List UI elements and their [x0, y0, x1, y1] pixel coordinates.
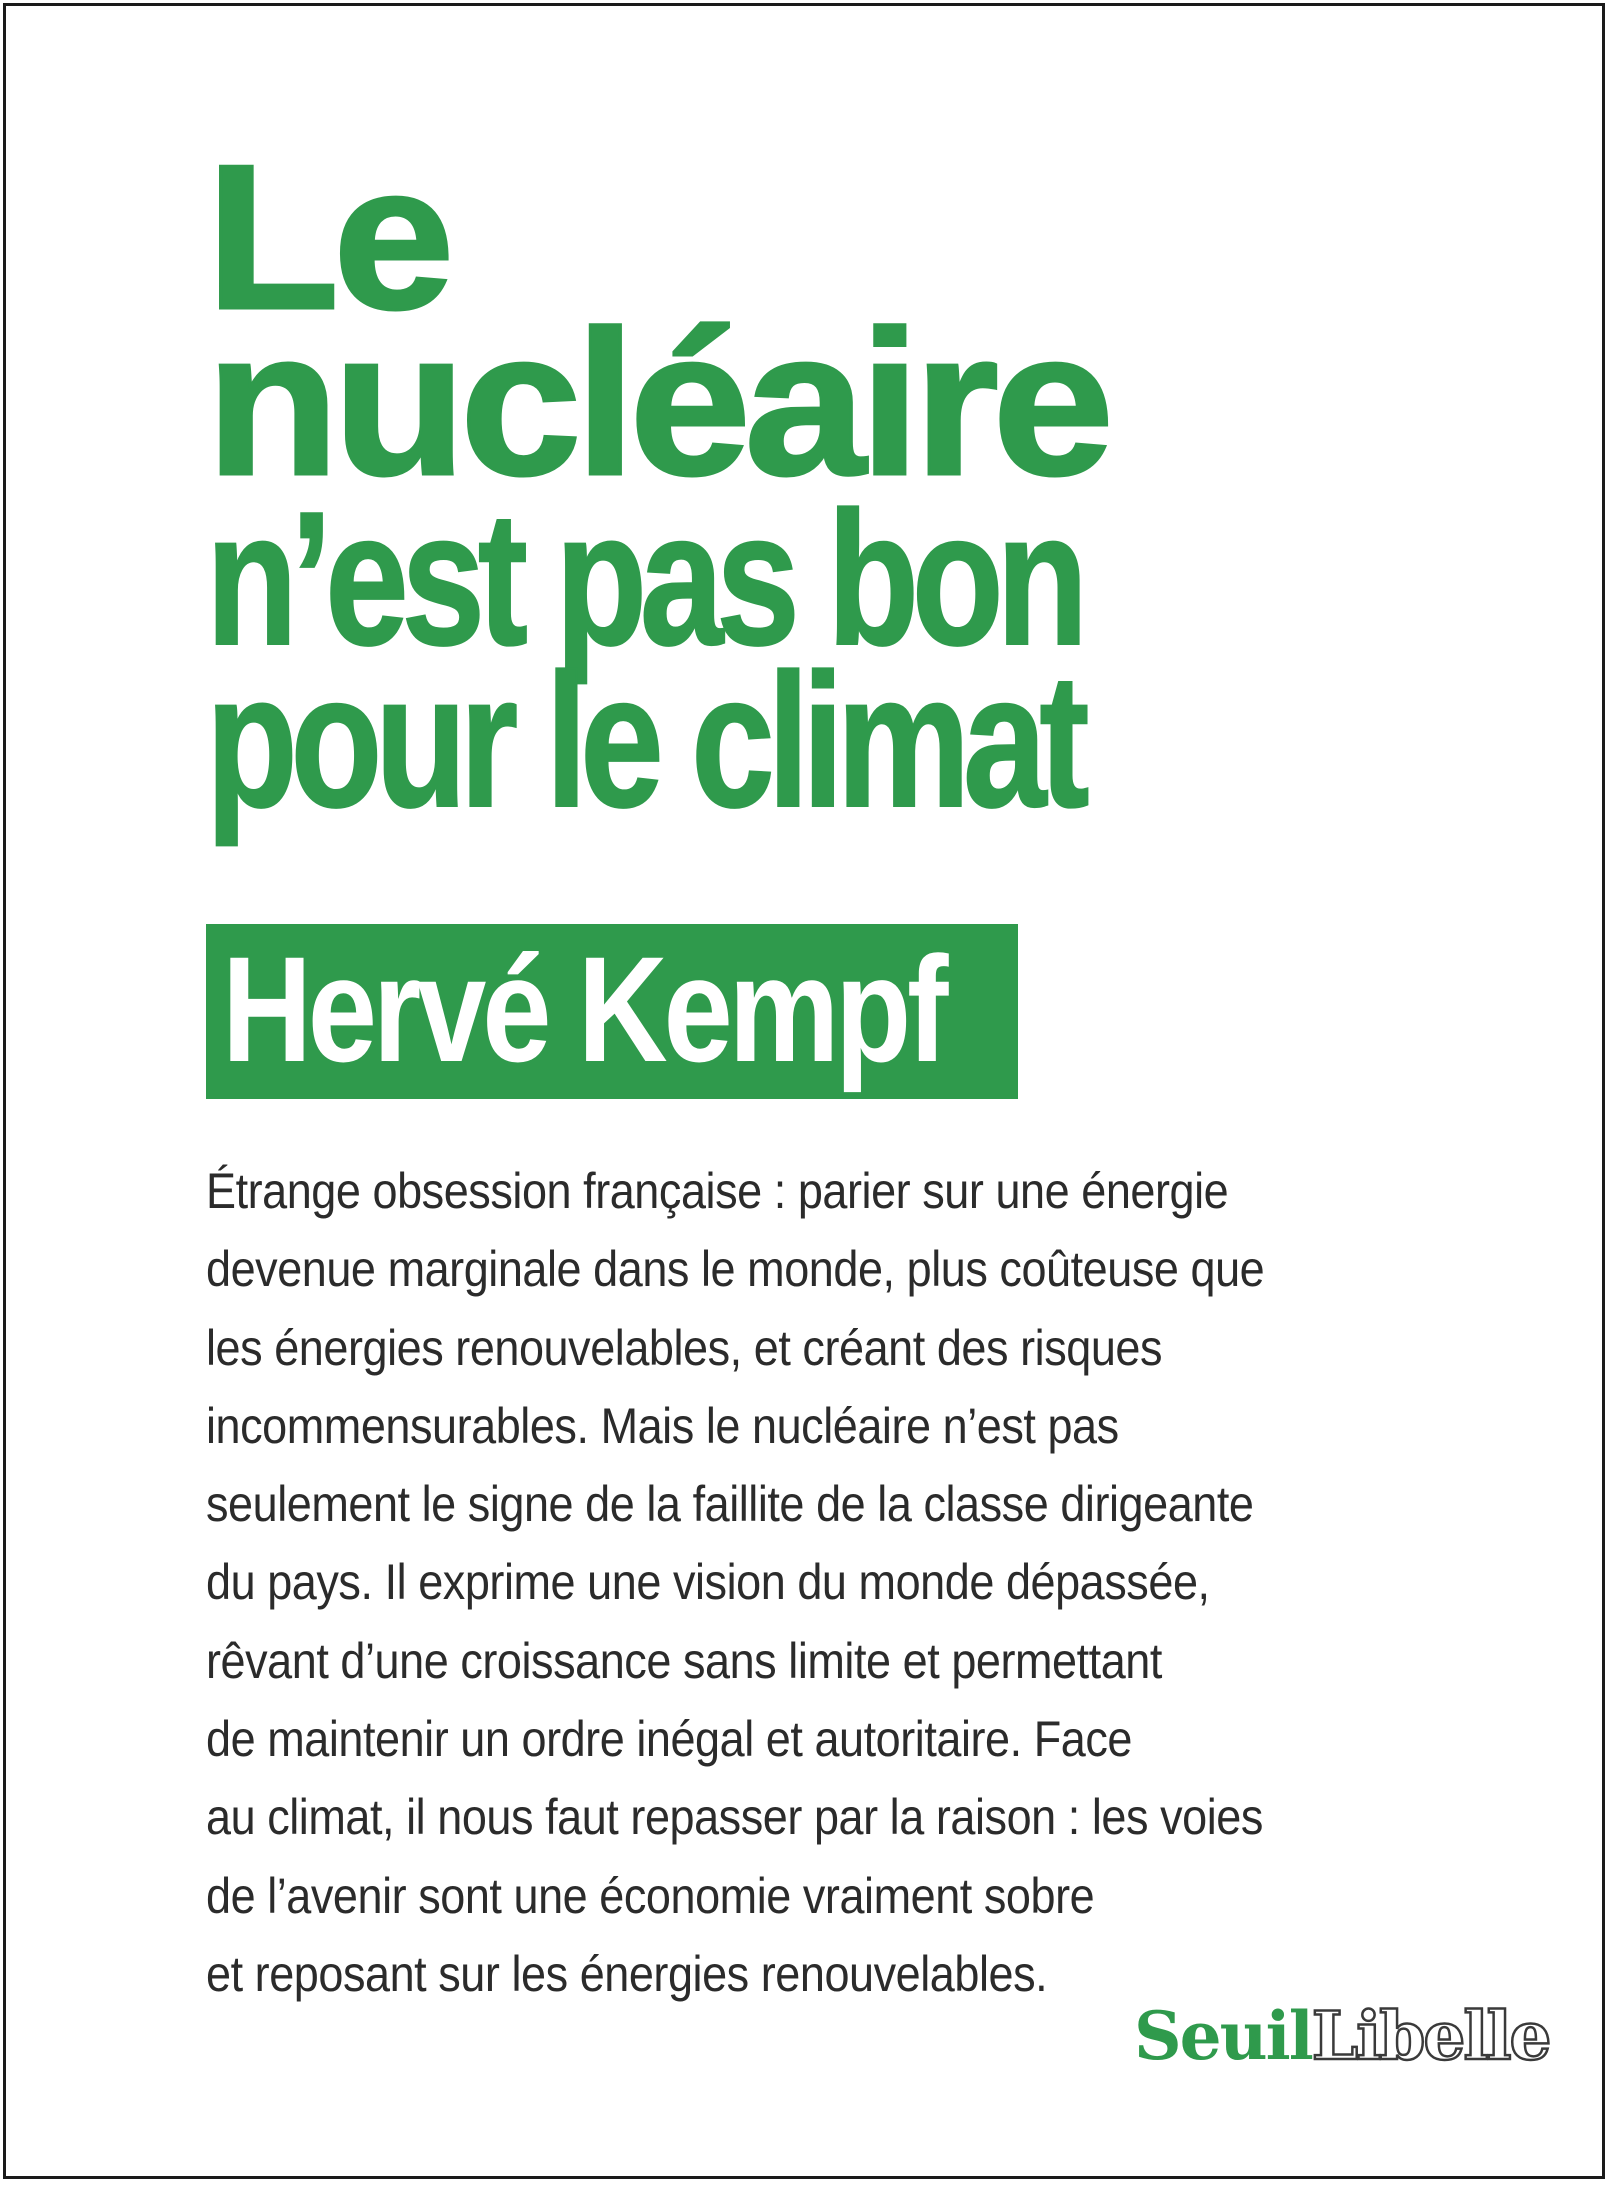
blurb-line: au climat, il nous faut repasser par la raison : les voies	[206, 1789, 1263, 1846]
publisher-logo-seuil: Seuil	[1134, 1997, 1312, 2075]
blurb-line: devenue marginale dans le monde, plus coûteuse que	[206, 1241, 1265, 1298]
blurb-line: de maintenir un ordre inégal et autoritaire. Face	[206, 1711, 1132, 1768]
blurb-line: les énergies renouvelables, et créant des risques	[206, 1319, 1163, 1376]
cover-frame	[3, 3, 1605, 2179]
title-line-2: nucléaire	[206, 288, 1108, 518]
blurb-line: rêvant d’une croissance sans limite et permettant	[206, 1632, 1162, 1689]
blurb-line: Étrange obsession française : parier sur une énergie	[206, 1163, 1229, 1219]
publisher-logo-libelle: Libelle	[1311, 1997, 1550, 2075]
publisher-logo	[1134, 1996, 1550, 2076]
blurb-text	[206, 1152, 1506, 2013]
blurb-line: et reposant sur les énergies renouvelables.	[206, 1945, 1048, 2002]
author-banner	[206, 924, 1018, 1099]
title-line-3: n’est pas bon	[206, 473, 1082, 685]
author-name: Hervé Kempf	[222, 925, 945, 1093]
blurb-line: du pays. Il exprime une vision du monde dépassée,	[206, 1554, 1210, 1611]
blurb-line: incommensurables. Mais le nucléaire n’est pas	[206, 1397, 1119, 1454]
title-line-1: Le	[206, 122, 449, 352]
blurb-line: de l’avenir sont une économie vraiment sobre	[206, 1867, 1095, 1924]
book-title	[206, 122, 1506, 847]
title-line-4: pour le climat	[206, 635, 1083, 847]
blurb-line: seulement le signe de la faillite de la classe dirigeante	[206, 1476, 1254, 1533]
